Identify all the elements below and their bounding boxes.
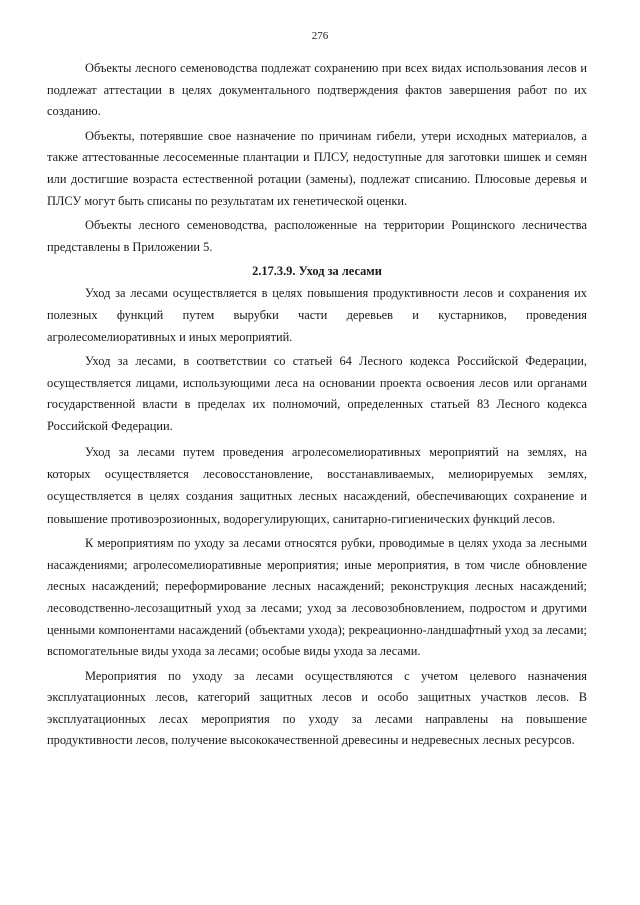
paragraph-forest-care-exploitation: Мероприятия по уходу за лесами осуществляются с учетом целевого назначения эксплуатационных лесов, категорий защитных лесов и особо защитных участков лесов. В эксплуатационных лесах мероприятия по уходу за лесами направлены на повышение продуктивности лесов, получение высококачественной древесины и недревесных лесных ресурсов.	[47, 668, 587, 748]
paragraph-seed-objects-writeoff: Объекты, потерявшие свое назначение по причинам гибели, утери исходных материалов, а также аттестованные лесосеменные плантации и ПЛСУ, недоступные для заготовки шишек и семян или достигшие возраста естественной ротации (замены), подлежат списанию. Плюсовые деревья и ПЛСУ могут быть списаны по результатам их генетической оценки.	[47, 128, 587, 208]
paragraph-agroforestry-measures: Уход за лесами путем проведения агролесомелиоративных мероприятий на землях, на которых осуществляется лесовосстановление, восстанавливаемых, мелиорируемых землях, осуществляется в целях создания защитных лесных насаждений, обеспечивающих сохранение и повышение противоэрозионных, водорегулирующих, санитарно-гигиенических функций лесов.	[47, 444, 587, 526]
paragraph-forest-care-measures-list: К мероприятиям по уходу за лесами относятся рубки, проводимые в целях ухода за лесными насаждениями; агролесомелиоративные мероприятия; иные мероприятия, в том числе обновление лесных насаждений; переформирование лесных насаждений; реконструкция лесных насаждений; лесоводственно-лесозащитный уход за лесами; уход за лесовозобновлением, подростом и другими ценными компонентами насаждений (объектами ухода); рекреационно-ландшафтный уход за лесами; вспомогательные виды ухода за лесами; особые виды ухода за лесами.	[47, 536, 587, 659]
paragraph-seed-objects-protection: Объекты лесного семеноводства подлежат сохранению при всех видах использования лесов и подлежат аттестации в целях документального подтверждения фактов завершения работ по их созданию.	[47, 61, 587, 119]
paragraph-forest-care-article-64: Уход за лесами, в соответствии со статьей 64 Лесного кодекса Российской Федерации, осуществляется лицами, использующими леса на основании проекта освоения лесов или органами государственной власти в пределах их полномочий, определенных статьей 83 Лесного кодекса Российской Федерации.	[47, 354, 587, 433]
paragraph-seed-objects-appendix: Объекты лесного семеноводства, расположенные на территории Рощинского лесничества представлены в Приложении 5.	[47, 218, 587, 254]
section-heading: 2.17.3.9. Уход за лесами	[252, 264, 382, 279]
page-number: 276	[311, 30, 329, 42]
paragraph-forest-care-purpose: Уход за лесами осуществляется в целях повышения продуктивности лесов и сохранения их полезных функций путем вырубки части деревьев и кустарников, проведения агролесомелиоративных и иных мероприятий.	[47, 286, 587, 344]
document-body	[47, 58, 587, 755]
